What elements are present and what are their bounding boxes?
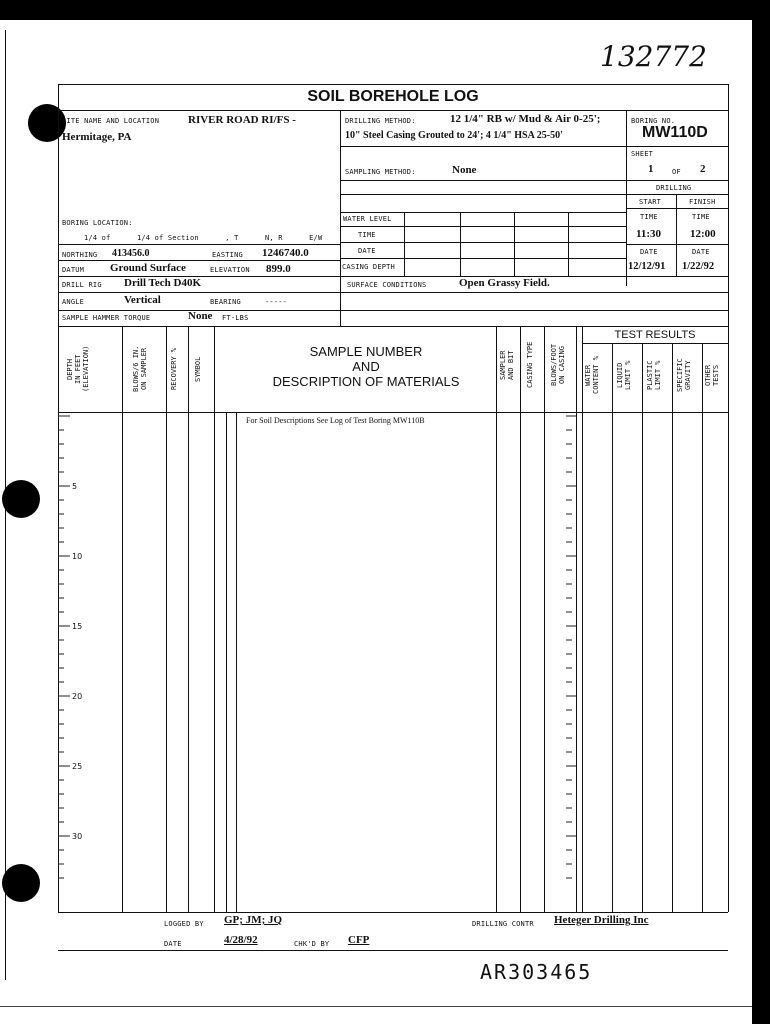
body-bottom-rule: [58, 912, 728, 913]
punch-hole: [2, 480, 40, 518]
hammer-label: SAMPLE HAMMER TORQUE: [62, 314, 151, 322]
col-sampler-header: SAMPLER AND BIT: [499, 350, 515, 380]
finish-date: 1/22/92: [682, 261, 715, 272]
finish-time: 12:00: [690, 228, 716, 240]
logged-by-value: GP; JM; JQ: [224, 914, 283, 926]
drill-time-label: TIME: [640, 213, 658, 221]
datum-label: DATUM: [62, 266, 85, 274]
bearing-value: -----: [265, 298, 288, 306]
col-plastic-limit-header: PLASTIC LIMIT %: [646, 360, 662, 390]
hammer-unit: FT-LBS: [222, 314, 249, 322]
boring-no-label: BORING NO.: [631, 117, 676, 125]
drill-date-label: DATE: [640, 248, 658, 256]
surface-value: Open Grassy Field.: [459, 277, 550, 289]
checked-by-value: CFP: [348, 934, 370, 946]
sheet-num: 1: [648, 163, 654, 175]
depth-label: 30: [72, 832, 83, 841]
northing-label: NORTHING: [62, 251, 98, 259]
frame-top: [58, 84, 728, 85]
col-depth-header: DEPTH IN FEET (ELEVATION): [66, 345, 90, 393]
scan-bottom-line: [0, 1006, 752, 1007]
drill-rig-value: Drill Tech D40K: [124, 277, 202, 289]
date-label: DATE: [164, 940, 182, 948]
col-blows-header: BLOWS/6 IN. ON SAMPLER: [132, 345, 148, 393]
drill-time-label-2: TIME: [692, 213, 710, 221]
depth-label: 20: [72, 692, 83, 701]
document-number: 132772: [600, 40, 707, 73]
depth-label: 25: [72, 762, 83, 771]
drilling-method-label: DRILLING METHOD:: [345, 117, 416, 125]
col-other-tests-header: OTHER TESTS: [704, 364, 720, 386]
checked-by-label: CHK'D BY: [294, 940, 330, 948]
col-blows-casing-header: BLOWS/FOOT ON CASING: [550, 343, 566, 387]
scan-top-border: [0, 0, 770, 20]
drilling-contr-label: DRILLING CONTR: [472, 920, 534, 928]
desc-header-3: DESCRIPTION OF MATERIALS: [272, 374, 460, 389]
title-rule: [58, 110, 728, 111]
date-value: 4/28/92: [224, 934, 258, 946]
col-recovery-header: RECOVERY %: [170, 347, 178, 391]
hammer-value: None: [188, 310, 213, 322]
drilling-contr-value: Heteger Drilling Inc: [554, 914, 649, 926]
sheet-label: SHEET: [631, 150, 654, 158]
start-label: START: [639, 198, 662, 206]
angle-label: ANGLE: [62, 298, 85, 306]
finish-label: FINISH: [689, 198, 716, 206]
drilling-label: DRILLING: [656, 184, 692, 192]
col-casing-type-header: CASING TYPE: [526, 341, 534, 389]
sheet-of: OF: [672, 168, 681, 176]
document-stamp: AR303465: [480, 960, 593, 984]
sampling-method-label: SAMPLING METHOD:: [345, 168, 416, 176]
frame-right: [728, 84, 729, 912]
punch-hole: [2, 864, 40, 902]
form-title: SOIL BOREHOLE LOG: [307, 88, 479, 105]
frame-left: [58, 84, 59, 912]
scan-right-border: [752, 14, 770, 1024]
site-name: RIVER ROAD RI/FS -: [188, 114, 296, 126]
desc-header-1: SAMPLE NUMBER: [309, 344, 423, 359]
start-date: 12/12/91: [628, 261, 666, 272]
col-symbol-header: SYMBOL: [194, 356, 202, 382]
surface-label: SURFACE CONDITIONS: [347, 281, 427, 289]
col-specific-gravity-header: SPECIFIC GRAVITY: [676, 358, 692, 392]
logged-by-label: LOGGED BY: [164, 920, 204, 928]
bearing-label: BEARING: [210, 298, 241, 306]
casing-depth-label: CASING DEPTH: [342, 263, 395, 271]
elevation-label: ELEVATION: [210, 266, 250, 274]
site-location: Hermitage, PA: [62, 131, 132, 143]
depth-label: 15: [72, 622, 83, 631]
sheet-total: 2: [700, 163, 706, 175]
sampling-method-value: None: [452, 164, 477, 176]
angle-value: Vertical: [124, 294, 161, 306]
description-note: For Soil Descriptions See Log of Test Boring MW110B: [246, 416, 425, 425]
boring-no-value: MW110D: [642, 124, 708, 141]
col-liquid-limit-header: LIQUID LIMIT %: [616, 360, 632, 390]
boring-location-label: BORING LOCATION:: [62, 219, 133, 227]
easting-value: 1246740.0: [262, 247, 309, 259]
drilling-method-line1: 12 1/4" RB w/ Mud & Air 0-25';: [450, 113, 601, 125]
depth-label: 5: [72, 482, 78, 491]
datum-value: Ground Surface: [110, 262, 186, 274]
desc-header-2: AND: [352, 359, 380, 374]
boring-location-line: 1/4 of 1/4 of Section , T N, R E/W: [84, 234, 323, 242]
easting-label: EASTING: [212, 251, 243, 259]
northing-value: 413456.0: [112, 248, 150, 259]
test-results-header: TEST RESULTS: [614, 329, 696, 341]
drilling-method-line2: 10" Steel Casing Grouted to 24'; 4 1/4" HSA 25-50': [345, 130, 563, 141]
elevation-value: 899.0: [266, 263, 291, 275]
water-level-label: WATER LEVEL: [343, 215, 392, 223]
water-date-label: DATE: [358, 247, 376, 255]
depth-label: 10: [72, 552, 83, 561]
start-time: 11:30: [636, 228, 662, 240]
site-label: SITE NAME AND LOCATION: [62, 117, 160, 125]
water-time-label: TIME: [358, 231, 376, 239]
col-water-content-header: WATER CONTENT %: [584, 356, 600, 394]
drill-date-label-2: DATE: [692, 248, 710, 256]
drill-rig-label: DRILL RIG: [62, 281, 102, 289]
